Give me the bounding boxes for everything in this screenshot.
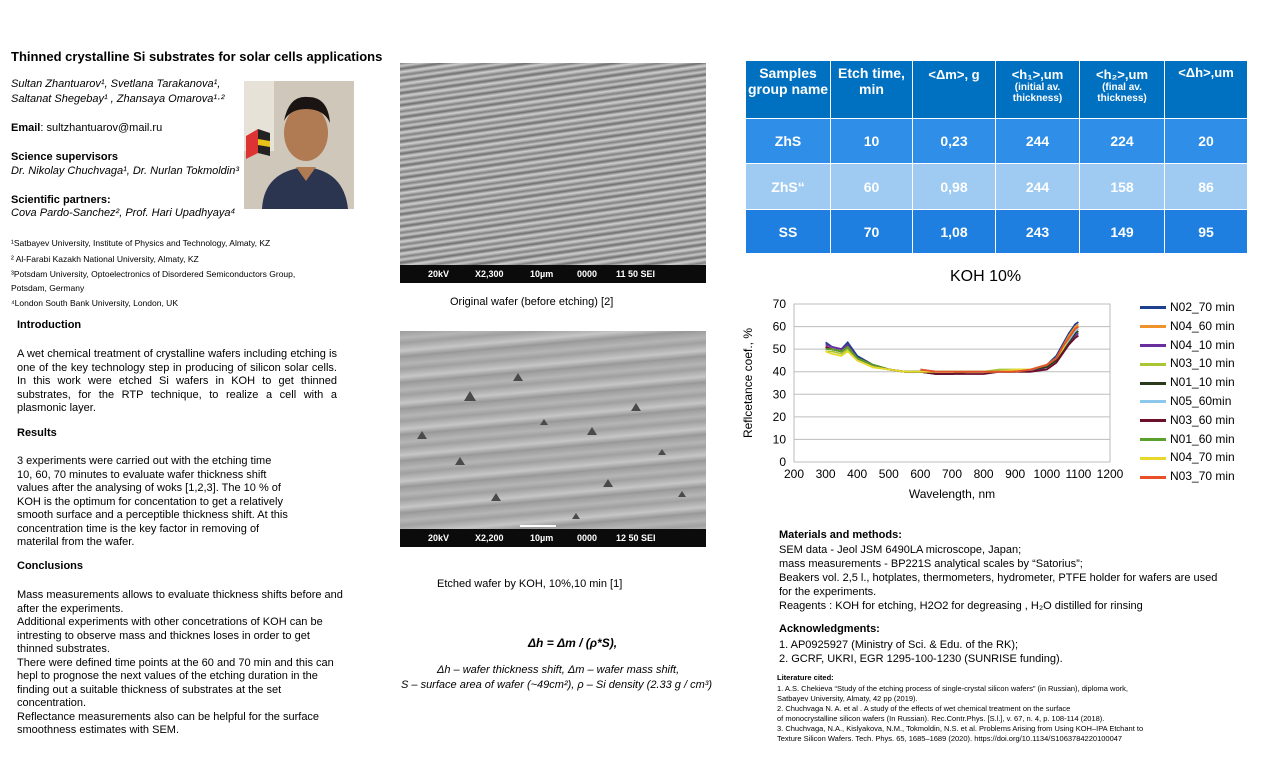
affiliation-1: ¹Satbayev University, Institute of Physics and Technology, Almaty, KZ bbox=[11, 238, 271, 248]
acknowledgments-text bbox=[779, 638, 1063, 666]
email-label: Email bbox=[11, 122, 41, 134]
results-line: KOH is the optimum for concentation to get a relatively bbox=[17, 495, 283, 508]
legend-label: N01_60 min bbox=[1170, 431, 1235, 446]
table-header-cell bbox=[831, 61, 913, 119]
legend-label: N04_70 min bbox=[1170, 450, 1235, 465]
conclusions-text bbox=[17, 589, 343, 738]
conclusions-line: Mass measurements allows to evaluate thickness shifts before and bbox=[17, 589, 343, 601]
sem-mode: 11 50 SEI bbox=[616, 269, 656, 279]
table-cell: 1,08 bbox=[913, 210, 996, 254]
header-label: <h₁>,um bbox=[1011, 67, 1064, 82]
authors-line-1: Sultan Zhantuarov¹, Svetlana Tarakanova¹, bbox=[11, 78, 221, 90]
affiliation-2: ² Al-Farabi Kazakh National University, Almaty, KZ bbox=[11, 254, 199, 264]
table-cell: 243 bbox=[996, 210, 1080, 254]
sem-image-original bbox=[400, 63, 706, 283]
sem-mode: 12 50 SEI bbox=[616, 533, 656, 543]
table-cell: ZhS“ bbox=[746, 164, 831, 210]
legend-entry bbox=[1140, 319, 1235, 333]
legend-entry bbox=[1140, 375, 1235, 389]
conclusions-line: thinned substrates. bbox=[17, 643, 110, 655]
formula-desc-2: S – surface area of wafer (~49cm²), ρ – Si density (2.33 g / cm³) bbox=[401, 679, 713, 691]
table-header-cell bbox=[913, 61, 996, 119]
legend-label: N03_10 min bbox=[1170, 356, 1235, 371]
x-tick-label: 600 bbox=[910, 467, 931, 481]
conclusions-line: Additional experiments with other concetrations of KOH can be bbox=[17, 616, 323, 628]
sem-scale: 10µm bbox=[530, 269, 554, 279]
sem-info-bar bbox=[400, 529, 706, 547]
literature-line: 2. Chuchvaga N. A. et al . A study of the effects of wet chemical treatment on the surface bbox=[777, 704, 1071, 713]
conclusions-heading: Conclusions bbox=[17, 560, 84, 572]
table-header-cell bbox=[746, 61, 831, 119]
sem-voltage: 20kV bbox=[428, 533, 450, 543]
header-sublabel: (initial av. thickness) bbox=[1012, 82, 1063, 104]
conclusions-line: Reflectance measurements also can be helpful for the surface bbox=[17, 710, 320, 723]
y-tick-label: 40 bbox=[772, 364, 786, 379]
x-tick-label: 1000 bbox=[1033, 467, 1061, 481]
conclusions-line: intresting to observe mass and thicknes loses in order to get bbox=[17, 629, 310, 642]
materials-text bbox=[779, 543, 1217, 613]
table-cell: 224 bbox=[1080, 119, 1165, 164]
legend-entry bbox=[1140, 300, 1235, 314]
formula-desc-1: Δh – wafer thickness shift, Δm – wafer mass shift, bbox=[437, 664, 680, 676]
legend-entry bbox=[1140, 432, 1235, 446]
x-tick-label: 1100 bbox=[1065, 467, 1092, 481]
legend-entry bbox=[1140, 338, 1235, 352]
sem-magnification: X2,300 bbox=[475, 269, 504, 279]
results-line: 3 experiments were carried out with the etching time bbox=[17, 455, 272, 467]
reflectance-chart bbox=[738, 290, 1140, 520]
materials-line: Reagents : KOH for etching, H2O2 for degreasing , H₂O distilled for rinsing bbox=[779, 600, 1143, 612]
email bbox=[11, 122, 162, 135]
legend-label: N05_60min bbox=[1170, 394, 1232, 408]
sem-scale: 10µm bbox=[530, 533, 554, 543]
partners-label: Scientific partners: bbox=[11, 194, 111, 206]
header-label: <Δm>, g bbox=[928, 67, 980, 82]
formula-main: Δh = Δm / (ρ*S), bbox=[528, 636, 618, 650]
table-cell: 244 bbox=[996, 164, 1080, 210]
legend-entry bbox=[1140, 394, 1231, 408]
materials-line: SEM data - Jeol JSM 6490LA microscope, Japan; bbox=[779, 544, 1022, 556]
materials-line: Beakers vol. 2,5 l., hotplates, thermometers, hydrometer, PTFE holder for wafers are used bbox=[779, 572, 1218, 584]
sem-original-caption: Original wafer (before etching) [2] bbox=[450, 296, 614, 308]
y-axis-label: Reflcetance coef., % bbox=[741, 327, 755, 439]
legend-entry bbox=[1140, 413, 1235, 427]
affiliation-3b: Potsdam, Germany bbox=[11, 283, 85, 293]
results-heading: Results bbox=[17, 427, 57, 439]
legend-label: N04_60 min bbox=[1170, 318, 1235, 333]
x-tick-label: 1200 bbox=[1096, 467, 1124, 481]
materials-line: for the experiments. bbox=[779, 586, 877, 598]
legend-entry bbox=[1140, 356, 1235, 370]
table-cell: 20 bbox=[1165, 119, 1248, 164]
x-tick-label: 400 bbox=[847, 467, 868, 481]
legend-label: N02_70 min bbox=[1170, 300, 1235, 314]
series-line bbox=[920, 329, 1078, 372]
table-cell: 86 bbox=[1165, 164, 1248, 210]
legend-entry bbox=[1140, 469, 1235, 483]
x-tick-label: 700 bbox=[941, 467, 963, 481]
sem-image-etched bbox=[400, 331, 706, 547]
y-tick-label: 20 bbox=[772, 409, 786, 424]
legend-label: N01_10 min bbox=[1170, 375, 1235, 390]
y-tick-label: 60 bbox=[772, 319, 786, 334]
x-axis-label: Wavelength, nm bbox=[908, 487, 996, 501]
y-tick-label: 70 bbox=[772, 297, 786, 311]
header-label: <Δh>,um bbox=[1178, 65, 1234, 80]
table-row bbox=[746, 164, 1248, 210]
table-cell: 60 bbox=[831, 164, 913, 210]
table-cell: 10 bbox=[831, 119, 913, 164]
etch-pits-overlay bbox=[400, 331, 706, 529]
table-cell: 244 bbox=[996, 119, 1080, 164]
header-sublabel: (final av. thickness) bbox=[1097, 82, 1147, 104]
acknowledgment-line: 2. GCRF, UKRI, EGR 1295-100-1230 (SUNRISE funding). bbox=[779, 653, 1063, 665]
results-line: values after the analysing of woks [1,2,3]. The 10 % of bbox=[17, 482, 281, 494]
legend-swatch bbox=[1140, 419, 1166, 422]
introduction-text: A wet chemical treatment of crystalline wafers including etching is one of the key technology step in producing of silicon solar cells. In this work were etched Si wafers in KOH to get thinned substrates, for the RTP technique, to realize a cell with a plasmonic layer. bbox=[17, 348, 337, 414]
table-cell: 70 bbox=[831, 210, 913, 254]
table-header-cell bbox=[996, 61, 1080, 119]
author-photo bbox=[244, 81, 354, 209]
results-table bbox=[745, 60, 1248, 254]
literature-heading: Literature cited: bbox=[777, 673, 834, 682]
y-tick-label: 10 bbox=[772, 432, 786, 447]
table-cell: 0,23 bbox=[913, 119, 996, 164]
conclusions-line: finding out a suitable thickness of substrates at the set bbox=[17, 683, 282, 696]
partners-value: Cova Pardo-Sanchez², Prof. Hari Upadhyaya⁴ bbox=[11, 207, 236, 219]
y-tick-label: 0 bbox=[779, 455, 786, 469]
legend-swatch bbox=[1140, 476, 1166, 479]
sem-id: 0000 bbox=[577, 533, 598, 543]
table-cell: 0,98 bbox=[913, 164, 996, 210]
literature-line: 3. Chuchvaga, N.A., Kislyakova, N.M., Tokmoldin, N.S. et al. Problems Arising from Using KOH–IPA Etchant to bbox=[777, 724, 1144, 733]
supervisors-label: Science supervisors bbox=[11, 151, 119, 163]
literature-line: 1. A.S. Chekieva “Study of the etching process of single-crystal silicon wafers” (in Russian), diploma work, bbox=[777, 684, 1128, 693]
legend-swatch bbox=[1140, 438, 1166, 441]
results-line: concentration time is the key factor in removing of bbox=[17, 522, 260, 535]
legend-swatch bbox=[1140, 344, 1166, 347]
legend-swatch bbox=[1140, 325, 1166, 328]
header-label: <h₂>,um bbox=[1095, 67, 1148, 82]
results-line: materilal from the wafer. bbox=[17, 536, 135, 548]
legend-swatch bbox=[1140, 457, 1166, 460]
literature-line: of monocrystalline silicon wafers (In Russian). Rec.Contr.Phys. [S.l.], v. 67, n. 4, p. 108-114 (2018). bbox=[777, 714, 1105, 723]
legend-swatch bbox=[1140, 400, 1166, 403]
series-line bbox=[826, 329, 1079, 372]
legend-swatch bbox=[1140, 363, 1166, 366]
conclusions-line: smoothness estimates with SEM. bbox=[17, 724, 180, 736]
table-header-cell bbox=[1080, 61, 1165, 119]
results-line: 10, 60, 70 minutes to evaluate wafer thickness shift bbox=[17, 468, 267, 481]
chart-title: KOH 10% bbox=[950, 268, 1022, 285]
conclusions-line: concentration. bbox=[17, 697, 87, 709]
materials-heading: Materials and methods: bbox=[779, 529, 902, 541]
acknowledgment-line: 1. AP0925927 (Ministry of Sci. & Edu. of the RK); bbox=[779, 639, 1019, 651]
header-label: Samples group name bbox=[747, 65, 829, 97]
results-line: smooth surface and a perceptible thickness shift. At this bbox=[17, 509, 288, 521]
legend-label: N04_10 min bbox=[1170, 337, 1235, 352]
table-header-row bbox=[746, 61, 1248, 119]
materials-line: mass measurements - BP221S analytical scales by “Satorius”; bbox=[779, 558, 1083, 570]
sem-etched-caption: Etched wafer by KOH, 10%,10 min [1] bbox=[437, 578, 623, 590]
legend-entry bbox=[1140, 450, 1235, 464]
table-cell: 95 bbox=[1165, 210, 1248, 254]
table-cell: ZhS bbox=[746, 119, 831, 164]
table-cell: SS bbox=[746, 210, 831, 254]
x-tick-label: 300 bbox=[815, 467, 836, 481]
results-text bbox=[17, 455, 288, 550]
sem-info-bar bbox=[400, 265, 706, 283]
introduction-heading: Introduction bbox=[17, 319, 82, 331]
supervisors-value: Dr. Nikolay Chuchvaga¹, Dr. Nurlan Tokmoldin³ bbox=[11, 165, 240, 177]
x-tick-label: 200 bbox=[783, 467, 805, 481]
conclusions-line: There were defined time points at the 60 and 70 min and this can bbox=[17, 656, 334, 669]
table-cell: 149 bbox=[1080, 210, 1165, 254]
legend-label: N03_70 min bbox=[1170, 469, 1235, 484]
y-tick-label: 50 bbox=[772, 342, 786, 357]
legend-label: N03_60 min bbox=[1170, 412, 1235, 427]
poster-title: Thinned crystalline Si substrates for solar cells applications bbox=[11, 49, 383, 64]
sem-id: 0000 bbox=[577, 269, 598, 279]
legend-swatch bbox=[1140, 306, 1166, 309]
affiliation-4: ⁴London South Bank University, London, UK bbox=[11, 298, 178, 308]
y-tick-label: 30 bbox=[772, 387, 786, 402]
email-value: : sultzhantuarov@mail.ru bbox=[40, 122, 163, 134]
authors-line-2: Saltanat Shegebay¹ , Zhansaya Omarova¹·² bbox=[11, 93, 225, 105]
table-row bbox=[746, 210, 1248, 254]
header-label: Etch time, min bbox=[838, 65, 905, 97]
legend-swatch bbox=[1140, 382, 1166, 385]
table-header-cell bbox=[1165, 61, 1248, 119]
table-cell: 158 bbox=[1080, 164, 1165, 210]
sem-magnification: X2,200 bbox=[475, 533, 504, 543]
plot-area bbox=[794, 304, 1110, 462]
conclusions-line: after the experiments. bbox=[17, 602, 124, 615]
table-row bbox=[746, 119, 1248, 164]
sem-voltage: 20kV bbox=[428, 269, 450, 279]
affiliation-3: ³Potsdam University, Optoelectronics of Disordered Semiconductors Group, bbox=[11, 269, 296, 279]
literature-line: Satbayev University, Almaty, 42 pp (2019). bbox=[777, 694, 918, 703]
x-tick-label: 900 bbox=[1005, 467, 1026, 481]
literature-text bbox=[777, 684, 1143, 744]
author-photo-drawing bbox=[244, 81, 354, 209]
acknowledgments-heading: Acknowledgments: bbox=[779, 623, 880, 635]
x-tick-label: 800 bbox=[973, 467, 994, 481]
x-tick-label: 500 bbox=[878, 467, 899, 481]
literature-line: Texture Silicon Wafers. Tech. Phys. 65, 1685–1689 (2020). https://doi.org/10.1134/S1063784220100047 bbox=[777, 734, 1123, 743]
conclusions-line: hepl to prognose the next values of the etching duration in the bbox=[17, 670, 318, 682]
